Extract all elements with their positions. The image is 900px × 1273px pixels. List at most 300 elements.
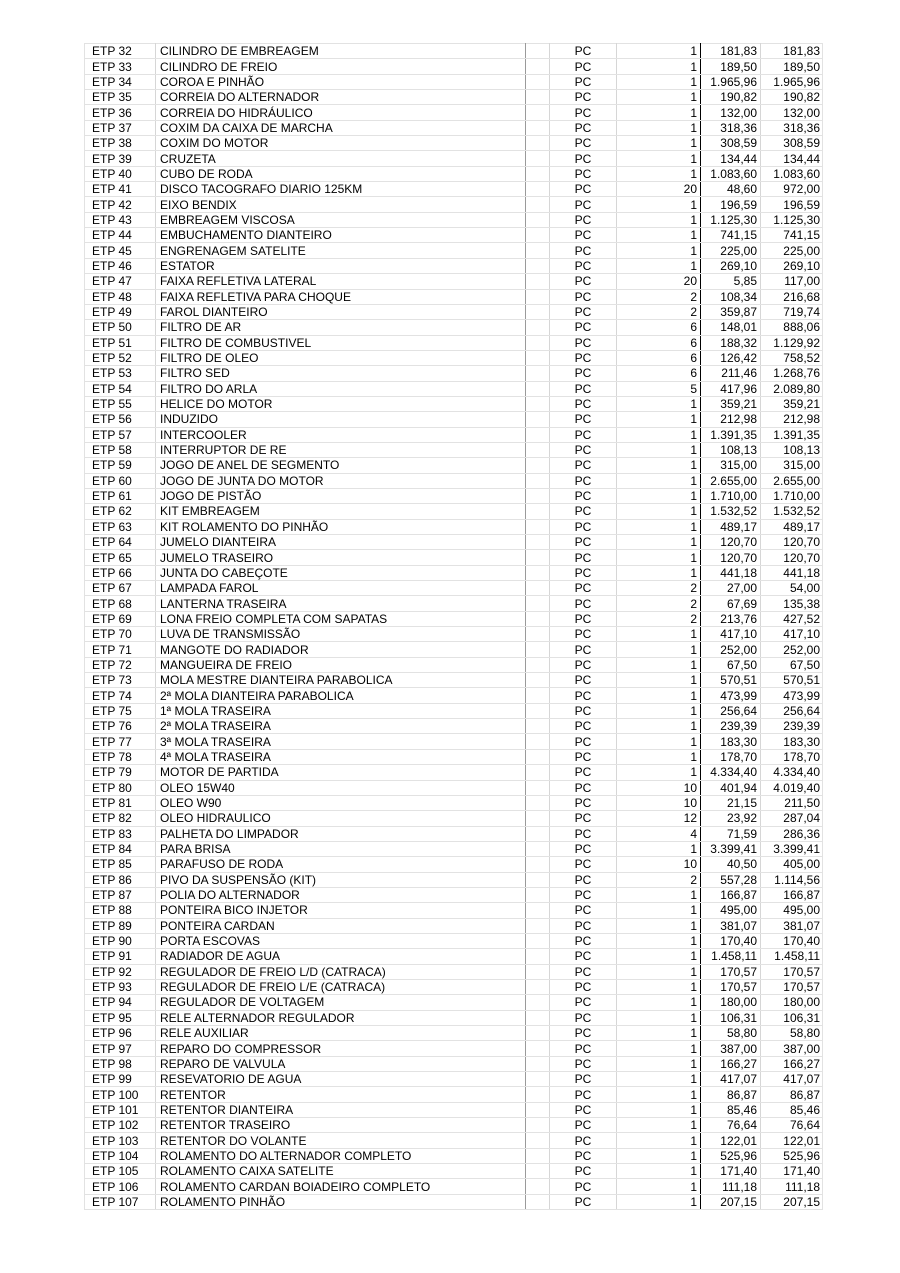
- unit-cell: PC: [550, 473, 617, 488]
- unit-cell: PC: [550, 596, 617, 611]
- total-price-cell: 134,44: [761, 151, 823, 166]
- unit-price-cell: 171,40: [701, 1164, 761, 1179]
- total-price-cell: 183,30: [761, 734, 823, 749]
- unit-price-cell: 1.965,96: [701, 74, 761, 89]
- table-row: [85, 535, 823, 550]
- table-row: [85, 1133, 823, 1148]
- item-description-cell: FILTRO SED: [156, 366, 526, 381]
- unit-cell: PC: [550, 887, 617, 902]
- spacer-cell: [526, 442, 550, 457]
- table-row: [85, 136, 823, 151]
- quantity-cell: 10: [617, 857, 701, 872]
- item-description-cell: COXIM DO MOTOR: [156, 136, 526, 151]
- quantity-cell: 2: [617, 872, 701, 887]
- item-description-cell: FILTRO DE COMBUSTIVEL: [156, 335, 526, 350]
- quantity-cell: 2: [617, 581, 701, 596]
- total-price-cell: 122,01: [761, 1133, 823, 1148]
- item-code-cell: ETP 80: [85, 780, 156, 795]
- quantity-cell: 1: [617, 964, 701, 979]
- item-code-cell: ETP 100: [85, 1087, 156, 1102]
- unit-price-cell: 207,15: [701, 1194, 761, 1209]
- unit-price-cell: 166,27: [701, 1056, 761, 1071]
- table-row: [85, 811, 823, 826]
- unit-cell: PC: [550, 182, 617, 197]
- total-price-cell: 286,36: [761, 826, 823, 841]
- quantity-cell: 1: [617, 734, 701, 749]
- total-price-cell: 359,21: [761, 396, 823, 411]
- table-row: [85, 749, 823, 764]
- item-description-cell: KIT ROLAMENTO DO PINHÃO: [156, 519, 526, 534]
- item-code-cell: ETP 95: [85, 1010, 156, 1025]
- unit-cell: PC: [550, 105, 617, 120]
- item-description-cell: 2ª MOLA TRASEIRA: [156, 719, 526, 734]
- item-code-cell: ETP 82: [85, 811, 156, 826]
- quantity-cell: 1: [617, 565, 701, 580]
- quantity-cell: 20: [617, 274, 701, 289]
- total-price-cell: 181,83: [761, 44, 823, 59]
- quantity-cell: 1: [617, 504, 701, 519]
- table-row: [85, 228, 823, 243]
- total-price-cell: 888,06: [761, 320, 823, 335]
- item-code-cell: ETP 34: [85, 74, 156, 89]
- item-description-cell: FILTRO DE OLEO: [156, 350, 526, 365]
- total-price-cell: 180,00: [761, 995, 823, 1010]
- item-code-cell: ETP 39: [85, 151, 156, 166]
- quantity-cell: 1: [617, 1072, 701, 1087]
- quantity-cell: 1: [617, 442, 701, 457]
- unit-price-cell: 126,42: [701, 350, 761, 365]
- item-description-cell: REPARO DO COMPRESSOR: [156, 1041, 526, 1056]
- total-price-cell: 178,70: [761, 749, 823, 764]
- item-description-cell: JUNTA DO CABEÇOTE: [156, 565, 526, 580]
- table-row: [85, 1194, 823, 1209]
- unit-cell: PC: [550, 488, 617, 503]
- spacer-cell: [526, 995, 550, 1010]
- item-description-cell: ROLAMENTO PINHÃO: [156, 1194, 526, 1209]
- unit-price-cell: 417,96: [701, 381, 761, 396]
- table-row: [85, 1026, 823, 1041]
- item-code-cell: ETP 73: [85, 673, 156, 688]
- unit-cell: PC: [550, 458, 617, 473]
- item-description-cell: ENGRENAGEM SATELITE: [156, 243, 526, 258]
- unit-cell: PC: [550, 1164, 617, 1179]
- table-row: [85, 212, 823, 227]
- unit-price-cell: 359,21: [701, 396, 761, 411]
- unit-cell: PC: [550, 1102, 617, 1117]
- quantity-cell: 1: [617, 995, 701, 1010]
- item-description-cell: RELE AUXILIAR: [156, 1026, 526, 1041]
- item-description-cell: RESEVATORIO DE AGUA: [156, 1072, 526, 1087]
- item-code-cell: ETP 42: [85, 197, 156, 212]
- item-code-cell: ETP 45: [85, 243, 156, 258]
- item-description-cell: RADIADOR DE AGUA: [156, 949, 526, 964]
- unit-price-cell: 134,44: [701, 151, 761, 166]
- item-description-cell: REGULADOR DE VOLTAGEM: [156, 995, 526, 1010]
- unit-price-cell: 213,76: [701, 611, 761, 626]
- item-code-cell: ETP 81: [85, 795, 156, 810]
- table-row: [85, 657, 823, 672]
- spacer-cell: [526, 719, 550, 734]
- table-row: [85, 366, 823, 381]
- unit-price-cell: 239,39: [701, 719, 761, 734]
- spacer-cell: [526, 258, 550, 273]
- unit-price-cell: 106,31: [701, 1010, 761, 1025]
- spacer-cell: [526, 396, 550, 411]
- total-price-cell: 216,68: [761, 289, 823, 304]
- spacer-cell: [526, 74, 550, 89]
- unit-price-cell: 181,83: [701, 44, 761, 59]
- total-price-cell: 570,51: [761, 673, 823, 688]
- unit-cell: PC: [550, 749, 617, 764]
- unit-price-cell: 196,59: [701, 197, 761, 212]
- total-price-cell: 427,52: [761, 611, 823, 626]
- unit-price-cell: 23,92: [701, 811, 761, 826]
- total-price-cell: 239,39: [761, 719, 823, 734]
- unit-cell: PC: [550, 795, 617, 810]
- total-price-cell: 166,87: [761, 887, 823, 902]
- quantity-cell: 1: [617, 1118, 701, 1133]
- unit-price-cell: 1.391,35: [701, 427, 761, 442]
- table-row: [85, 857, 823, 872]
- unit-price-cell: 225,00: [701, 243, 761, 258]
- table-row: [85, 182, 823, 197]
- unit-cell: PC: [550, 703, 617, 718]
- spacer-cell: [526, 734, 550, 749]
- quantity-cell: 1: [617, 488, 701, 503]
- quantity-cell: 1: [617, 550, 701, 565]
- spacer-cell: [526, 979, 550, 994]
- unit-price-cell: 489,17: [701, 519, 761, 534]
- item-description-cell: LAMPADA FAROL: [156, 581, 526, 596]
- table-row: [85, 243, 823, 258]
- total-price-cell: 108,13: [761, 442, 823, 457]
- item-description-cell: MOLA MESTRE DIANTEIRA PARABOLICA: [156, 673, 526, 688]
- spacer-cell: [526, 949, 550, 964]
- unit-price-cell: 359,87: [701, 304, 761, 319]
- unit-price-cell: 315,00: [701, 458, 761, 473]
- total-price-cell: 269,10: [761, 258, 823, 273]
- unit-price-cell: 67,50: [701, 657, 761, 672]
- total-price-cell: 211,50: [761, 795, 823, 810]
- item-code-cell: ETP 102: [85, 1118, 156, 1133]
- table-row: [85, 565, 823, 580]
- quantity-cell: 2: [617, 304, 701, 319]
- unit-cell: PC: [550, 964, 617, 979]
- unit-price-cell: 417,07: [701, 1072, 761, 1087]
- total-price-cell: 1.965,96: [761, 74, 823, 89]
- unit-price-cell: 473,99: [701, 688, 761, 703]
- item-code-cell: ETP 52: [85, 350, 156, 365]
- quantity-cell: 1: [617, 427, 701, 442]
- item-code-cell: ETP 78: [85, 749, 156, 764]
- table-row: [85, 442, 823, 457]
- spacer-cell: [526, 627, 550, 642]
- item-description-cell: PORTA ESCOVAS: [156, 933, 526, 948]
- spacer-cell: [526, 688, 550, 703]
- unit-price-cell: 5,85: [701, 274, 761, 289]
- unit-cell: PC: [550, 550, 617, 565]
- spacer-cell: [526, 136, 550, 151]
- table-row: [85, 642, 823, 657]
- unit-cell: PC: [550, 74, 617, 89]
- item-code-cell: ETP 50: [85, 320, 156, 335]
- unit-price-cell: 2.655,00: [701, 473, 761, 488]
- spacer-cell: [526, 903, 550, 918]
- spacer-cell: [526, 1026, 550, 1041]
- unit-price-cell: 48,60: [701, 182, 761, 197]
- quantity-cell: 1: [617, 903, 701, 918]
- unit-cell: PC: [550, 903, 617, 918]
- item-code-cell: ETP 88: [85, 903, 156, 918]
- quantity-cell: 1: [617, 90, 701, 105]
- unit-price-cell: 120,70: [701, 550, 761, 565]
- table-row: [85, 59, 823, 74]
- item-code-cell: ETP 106: [85, 1179, 156, 1194]
- quantity-cell: 1: [617, 1041, 701, 1056]
- spacer-cell: [526, 642, 550, 657]
- total-price-cell: 166,27: [761, 1056, 823, 1071]
- spacer-cell: [526, 1087, 550, 1102]
- unit-cell: PC: [550, 90, 617, 105]
- total-price-cell: 120,70: [761, 535, 823, 550]
- unit-cell: PC: [550, 1148, 617, 1163]
- table-row: [85, 412, 823, 427]
- item-description-cell: HELICE DO MOTOR: [156, 396, 526, 411]
- total-price-cell: 525,96: [761, 1148, 823, 1163]
- quantity-cell: 1: [617, 627, 701, 642]
- table-row: [85, 1118, 823, 1133]
- spacer-cell: [526, 1041, 550, 1056]
- unit-cell: PC: [550, 673, 617, 688]
- total-price-cell: 287,04: [761, 811, 823, 826]
- spacer-cell: [526, 289, 550, 304]
- unit-price-cell: 58,80: [701, 1026, 761, 1041]
- item-description-cell: OLEO W90: [156, 795, 526, 810]
- table-row: [85, 1102, 823, 1117]
- unit-price-cell: 525,96: [701, 1148, 761, 1163]
- total-price-cell: 256,64: [761, 703, 823, 718]
- unit-cell: PC: [550, 412, 617, 427]
- spacer-cell: [526, 1133, 550, 1148]
- item-description-cell: JUMELO DIANTEIRA: [156, 535, 526, 550]
- spacer-cell: [526, 366, 550, 381]
- quantity-cell: 1: [617, 412, 701, 427]
- spacer-cell: [526, 105, 550, 120]
- spacer-cell: [526, 795, 550, 810]
- unit-cell: PC: [550, 504, 617, 519]
- quantity-cell: 6: [617, 320, 701, 335]
- item-code-cell: ETP 94: [85, 995, 156, 1010]
- item-code-cell: ETP 66: [85, 565, 156, 580]
- quantity-cell: 1: [617, 243, 701, 258]
- quantity-cell: 1: [617, 949, 701, 964]
- item-code-cell: ETP 63: [85, 519, 156, 534]
- unit-price-cell: 381,07: [701, 918, 761, 933]
- total-price-cell: 1.710,00: [761, 488, 823, 503]
- item-code-cell: ETP 79: [85, 765, 156, 780]
- unit-cell: PC: [550, 719, 617, 734]
- item-description-cell: FILTRO DO ARLA: [156, 381, 526, 396]
- item-code-cell: ETP 90: [85, 933, 156, 948]
- quantity-cell: 1: [617, 933, 701, 948]
- total-price-cell: 58,80: [761, 1026, 823, 1041]
- item-description-cell: 1ª MOLA TRASEIRA: [156, 703, 526, 718]
- total-price-cell: 719,74: [761, 304, 823, 319]
- total-price-cell: 76,64: [761, 1118, 823, 1133]
- quantity-cell: 2: [617, 289, 701, 304]
- unit-price-cell: 108,34: [701, 289, 761, 304]
- total-price-cell: 67,50: [761, 657, 823, 672]
- spacer-cell: [526, 350, 550, 365]
- quantity-cell: 1: [617, 228, 701, 243]
- quantity-cell: 6: [617, 366, 701, 381]
- spacer-cell: [526, 550, 550, 565]
- table-row: [85, 289, 823, 304]
- spacer-cell: [526, 581, 550, 596]
- table-row: [85, 995, 823, 1010]
- quantity-cell: 1: [617, 1010, 701, 1025]
- item-code-cell: ETP 36: [85, 105, 156, 120]
- table-row: [85, 427, 823, 442]
- table-row: [85, 1148, 823, 1163]
- total-price-cell: 252,00: [761, 642, 823, 657]
- unit-cell: PC: [550, 581, 617, 596]
- item-description-cell: LUVA DE TRANSMISSÃO: [156, 627, 526, 642]
- spacer-cell: [526, 611, 550, 626]
- table-row: [85, 90, 823, 105]
- spacer-cell: [526, 488, 550, 503]
- item-code-cell: ETP 65: [85, 550, 156, 565]
- item-description-cell: COROA E PINHÃO: [156, 74, 526, 89]
- quantity-cell: 1: [617, 166, 701, 181]
- unit-cell: PC: [550, 826, 617, 841]
- unit-cell: PC: [550, 1072, 617, 1087]
- item-description-cell: RELE ALTERNADOR REGULADOR: [156, 1010, 526, 1025]
- table-row: [85, 780, 823, 795]
- item-description-cell: OLEO HIDRAULICO: [156, 811, 526, 826]
- unit-price-cell: 183,30: [701, 734, 761, 749]
- unit-price-cell: 401,94: [701, 780, 761, 795]
- spacer-cell: [526, 182, 550, 197]
- unit-price-cell: 557,28: [701, 872, 761, 887]
- quantity-cell: 1: [617, 212, 701, 227]
- total-price-cell: 417,10: [761, 627, 823, 642]
- unit-price-cell: 132,00: [701, 105, 761, 120]
- unit-price-cell: 71,59: [701, 826, 761, 841]
- unit-cell: PC: [550, 519, 617, 534]
- total-price-cell: 111,18: [761, 1179, 823, 1194]
- unit-price-cell: 166,87: [701, 887, 761, 902]
- quantity-cell: 1: [617, 59, 701, 74]
- spacer-cell: [526, 274, 550, 289]
- table-row: [85, 949, 823, 964]
- unit-price-cell: 85,46: [701, 1102, 761, 1117]
- item-code-cell: ETP 48: [85, 289, 156, 304]
- unit-price-cell: 120,70: [701, 535, 761, 550]
- total-price-cell: 1.083,60: [761, 166, 823, 181]
- unit-cell: PC: [550, 780, 617, 795]
- item-code-cell: ETP 61: [85, 488, 156, 503]
- unit-cell: PC: [550, 857, 617, 872]
- quantity-cell: 1: [617, 1087, 701, 1102]
- item-description-cell: KIT EMBREAGEM: [156, 504, 526, 519]
- quantity-cell: 1: [617, 688, 701, 703]
- quantity-cell: 1: [617, 1179, 701, 1194]
- item-code-cell: ETP 70: [85, 627, 156, 642]
- item-code-cell: ETP 96: [85, 1026, 156, 1041]
- total-price-cell: 86,87: [761, 1087, 823, 1102]
- item-code-cell: ETP 68: [85, 596, 156, 611]
- item-code-cell: ETP 71: [85, 642, 156, 657]
- quantity-cell: 1: [617, 719, 701, 734]
- item-code-cell: ETP 54: [85, 381, 156, 396]
- quantity-cell: 1: [617, 74, 701, 89]
- unit-price-cell: 188,32: [701, 335, 761, 350]
- spacer-cell: [526, 703, 550, 718]
- item-code-cell: ETP 58: [85, 442, 156, 457]
- total-price-cell: 4.019,40: [761, 780, 823, 795]
- item-code-cell: ETP 67: [85, 581, 156, 596]
- unit-cell: PC: [550, 427, 617, 442]
- item-description-cell: MOTOR DE PARTIDA: [156, 765, 526, 780]
- unit-cell: PC: [550, 1194, 617, 1209]
- item-description-cell: ESTATOR: [156, 258, 526, 273]
- item-description-cell: EMBREAGEM VISCOSA: [156, 212, 526, 227]
- item-description-cell: PALHETA DO LIMPADOR: [156, 826, 526, 841]
- item-code-cell: ETP 64: [85, 535, 156, 550]
- item-description-cell: OLEO 15W40: [156, 780, 526, 795]
- unit-cell: PC: [550, 1179, 617, 1194]
- item-code-cell: ETP 75: [85, 703, 156, 718]
- unit-cell: PC: [550, 166, 617, 181]
- unit-price-cell: 170,40: [701, 933, 761, 948]
- table-row: [85, 611, 823, 626]
- item-code-cell: ETP 43: [85, 212, 156, 227]
- unit-cell: PC: [550, 258, 617, 273]
- item-code-cell: ETP 83: [85, 826, 156, 841]
- total-price-cell: 3.399,41: [761, 841, 823, 856]
- table-row: [85, 887, 823, 902]
- unit-price-cell: 27,00: [701, 581, 761, 596]
- table-row: [85, 396, 823, 411]
- item-description-cell: RETENTOR DIANTEIRA: [156, 1102, 526, 1117]
- unit-price-cell: 189,50: [701, 59, 761, 74]
- total-price-cell: 135,38: [761, 596, 823, 611]
- item-code-cell: ETP 72: [85, 657, 156, 672]
- quantity-cell: 1: [617, 887, 701, 902]
- unit-price-cell: 40,50: [701, 857, 761, 872]
- unit-cell: PC: [550, 1056, 617, 1071]
- unit-price-cell: 308,59: [701, 136, 761, 151]
- unit-cell: PC: [550, 381, 617, 396]
- item-code-cell: ETP 105: [85, 1164, 156, 1179]
- spacer-cell: [526, 381, 550, 396]
- table-row: [85, 918, 823, 933]
- spacer-cell: [526, 412, 550, 427]
- quantity-cell: 2: [617, 596, 701, 611]
- quantity-cell: 1: [617, 105, 701, 120]
- total-price-cell: 212,98: [761, 412, 823, 427]
- item-code-cell: ETP 60: [85, 473, 156, 488]
- table-row: [85, 964, 823, 979]
- total-price-cell: 1.458,11: [761, 949, 823, 964]
- spacer-cell: [526, 857, 550, 872]
- total-price-cell: 120,70: [761, 550, 823, 565]
- table-row: [85, 151, 823, 166]
- quantity-cell: 1: [617, 1148, 701, 1163]
- total-price-cell: 54,00: [761, 581, 823, 596]
- spacer-cell: [526, 212, 550, 227]
